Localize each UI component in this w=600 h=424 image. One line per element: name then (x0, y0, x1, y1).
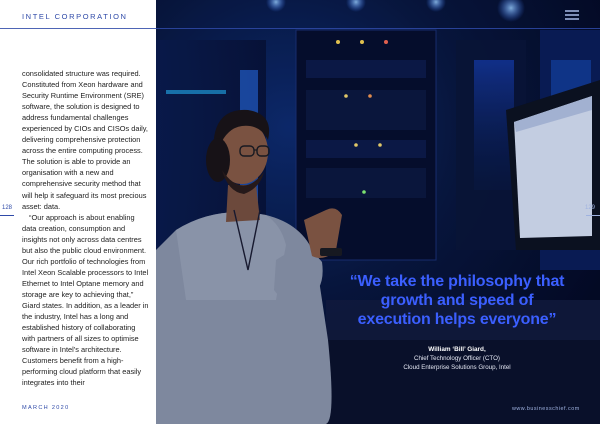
quote-author-name: William ‘Bill’ Giard, (428, 346, 486, 353)
quote-author-role (346, 354, 568, 372)
page-number-left: 128 (2, 205, 13, 211)
article-body (22, 68, 150, 388)
quote-author-group: Cloud Enterprise Solutions Group, Intel (403, 364, 511, 371)
brand-name: INTEL CORPORATION (22, 12, 128, 21)
page-number-right: 129 (585, 205, 596, 211)
pull-quote: “We take the philosophy that growth and speed of execution helps everyone” (349, 273, 565, 328)
issue-date: MARCH 2020 (22, 405, 70, 411)
quote-author-title: Chief Technology Officer (CTO) (414, 355, 500, 362)
text-page (0, 0, 156, 424)
website-link[interactable]: www.businesschief.com (512, 406, 580, 412)
body-paragraph: consolidated structure was required. Constituted from Xeon hardware and Security Runtime Environment (SRE) software, the solution is designed to address fundamental challenges experienced by CIOs and CISOs daily, delivering comprehensive protection across the entire computing process. The solution is able to provide an organisation with a new and comprehensive security method that will help it safeguard its most precious asset: data. (22, 69, 148, 211)
menu-icon[interactable] (565, 10, 579, 20)
page-number-tick (586, 215, 600, 216)
body-paragraph: “Our approach is about enabling data creation, consumption and insights not only across data centres but also the public cloud environment. Our rich portfolio of technologies from Intel Xeon Scalable processors to Intel Ethernet to Intel Optane memory and storage are key to achieving that,” Giard states. In addition, as a leader in the industry, Intel has a long and established history of collaborating with partners of all sizes to optimise software in Intel’s architecture. Customers benefit from a high-performing cloud platform that easily integrates into their (22, 212, 149, 388)
page-number-tick (0, 215, 14, 216)
header-rule (0, 28, 600, 29)
